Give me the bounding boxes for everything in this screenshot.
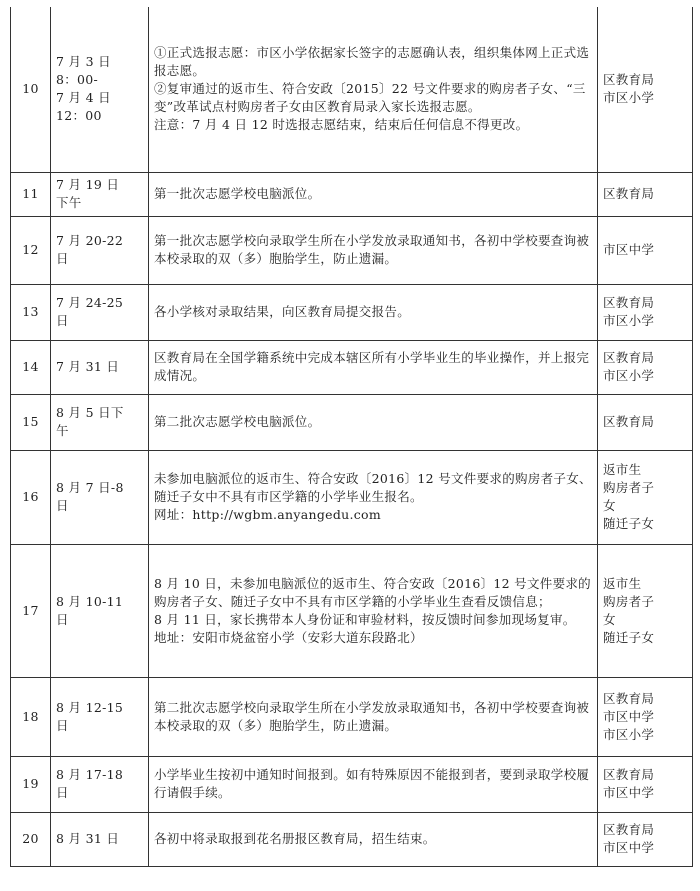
date-cell: 8 月 7 日-8 日 bbox=[51, 450, 149, 544]
table-row bbox=[11, 340, 693, 394]
date-cell: 7 月 3 日 8：00- 7 月 4 日 12：00 bbox=[51, 7, 149, 172]
department-cell: 区教育局 bbox=[598, 172, 693, 216]
row-number: 13 bbox=[11, 284, 51, 340]
row-number: 14 bbox=[11, 340, 51, 394]
row-number: 18 bbox=[11, 677, 51, 756]
department-cell: 区教育局 市区中学 bbox=[598, 756, 693, 812]
date-cell: 7 月 20-22 日 bbox=[51, 216, 149, 284]
content-cell: 各初中将录取报到花名册报区教育局，招生结束。 bbox=[149, 812, 598, 866]
row-number: 17 bbox=[11, 544, 51, 677]
content-cell: 第二批次志愿学校电脑派位。 bbox=[149, 394, 598, 450]
content-cell: 区教育局在全国学籍系统中完成本辖区所有小学毕业生的毕业操作，并上报完成情况。 bbox=[149, 340, 598, 394]
row-number: 16 bbox=[11, 450, 51, 544]
department-cell: 区教育局 市区小学 bbox=[598, 284, 693, 340]
date-cell: 8 月 10-11 日 bbox=[51, 544, 149, 677]
date-cell: 7 月 19 日 下午 bbox=[51, 172, 149, 216]
date-cell: 8 月 31 日 bbox=[51, 812, 149, 866]
content-cell: 第一批次志愿学校电脑派位。 bbox=[149, 172, 598, 216]
table-row bbox=[11, 812, 693, 866]
enrollment-schedule-table bbox=[10, 7, 693, 867]
content-cell: 各小学核对录取结果，向区教育局提交报告。 bbox=[149, 284, 598, 340]
table-row bbox=[11, 450, 693, 544]
content-cell: 未参加电脑派位的返市生、符合安政〔2016〕12 号文件要求的购房者子女、随迁子女中不具有市区学籍的小学毕业生报名。 网址：http://wgbm.anyangedu.com bbox=[149, 450, 598, 544]
date-cell: 8 月 12-15 日 bbox=[51, 677, 149, 756]
table-row bbox=[11, 7, 693, 172]
content-cell: 小学毕业生按初中通知时间报到。如有特殊原因不能报到者，要到录取学校履行请假手续。 bbox=[149, 756, 598, 812]
table-row bbox=[11, 284, 693, 340]
department-cell: 区教育局 市区小学 bbox=[598, 7, 693, 172]
department-cell: 市区中学 bbox=[598, 216, 693, 284]
department-cell: 区教育局 市区中学 bbox=[598, 812, 693, 866]
department-cell: 区教育局 市区中学 市区小学 bbox=[598, 677, 693, 756]
date-cell: 7 月 31 日 bbox=[51, 340, 149, 394]
table-row bbox=[11, 172, 693, 216]
row-number: 20 bbox=[11, 812, 51, 866]
content-cell: 8 月 10 日，未参加电脑派位的返市生、符合安政〔2016〕12 号文件要求的购房者子女、随迁子女中不具有市区学籍的小学毕业生查看反馈信息； 8 月 11 日，家长携带本人身份证和审验材料，按反馈时间参加现场复审。 地址：安阳市烧盆窑小学（安彩大道东段路北） bbox=[149, 544, 598, 677]
date-cell: 8 月 17-18 日 bbox=[51, 756, 149, 812]
row-number: 12 bbox=[11, 216, 51, 284]
content-cell: 第一批次志愿学校向录取学生所在小学发放录取通知书，各初中学校要查询被本校录取的双（多）胞胎学生，防止遗漏。 bbox=[149, 216, 598, 284]
date-cell: 7 月 24-25 日 bbox=[51, 284, 149, 340]
row-number: 11 bbox=[11, 172, 51, 216]
department-cell: 返市生 购房者子 女 随迁子女 bbox=[598, 450, 693, 544]
content-cell: 第二批次志愿学校向录取学生所在小学发放录取通知书，各初中学校要查询被本校录取的双（多）胞胎学生，防止遗漏。 bbox=[149, 677, 598, 756]
department-cell: 区教育局 市区小学 bbox=[598, 340, 693, 394]
row-number: 15 bbox=[11, 394, 51, 450]
table-row bbox=[11, 756, 693, 812]
department-cell: 区教育局 bbox=[598, 394, 693, 450]
table-row bbox=[11, 677, 693, 756]
content-cell: ①正式选报志愿：市区小学依据家长签字的志愿确认表，组织集体网上正式选报志愿。 ②复审通过的返市生、符合安政〔2015〕22 号文件要求的购房者子女、“三变”改革试点村购房者子女由区教育局录入家长选报志愿。 注意：7 月 4 日 12 时选报志愿结束，结束后任何信息不得更改。 bbox=[149, 7, 598, 172]
table-row bbox=[11, 216, 693, 284]
department-cell: 返市生 购房者子 女 随迁子女 bbox=[598, 544, 693, 677]
row-number: 10 bbox=[11, 7, 51, 172]
row-number: 19 bbox=[11, 756, 51, 812]
date-cell: 8 月 5 日下 午 bbox=[51, 394, 149, 450]
table-row bbox=[11, 544, 693, 677]
table-row bbox=[11, 394, 693, 450]
